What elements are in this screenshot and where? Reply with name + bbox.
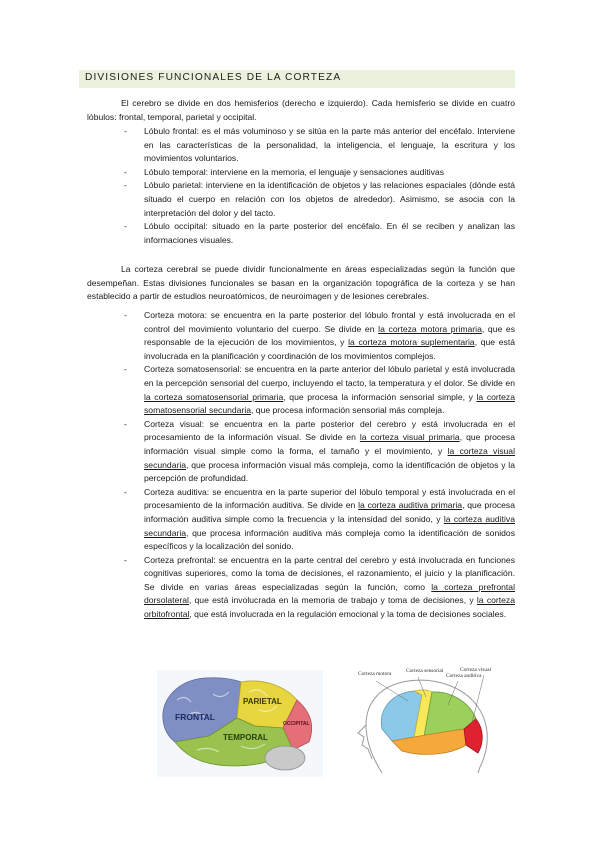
lobe-occipital-text: Lóbulo occipital: situado en la parte posterior del encéfalo. En él se reciben y analizan las informaciones visuales. <box>144 221 515 245</box>
list-item <box>87 179 515 220</box>
cortex-areas-figure <box>352 667 495 773</box>
bullet-dash: - <box>124 180 127 191</box>
underlined-term: la corteza auditiva secundaria <box>144 513 515 538</box>
bullet-dash: - <box>124 126 127 136</box>
lobe-temporal-text: Lóbulo temporal: interviene en la memoria, el lenguaje y sensaciones auditivas <box>144 166 445 177</box>
lobes-list <box>87 125 515 247</box>
area-text: Corteza prefrontal: se encuentra en la parte central del cerebro y está involucrada en funciones cognitivas superiores, como la toma de decisiones, el razonamiento, el juicio y la planificación. Se divide en varias áreas especializadas según la función, como <box>144 554 515 592</box>
list-item <box>87 418 515 486</box>
area-text: Corteza auditiva: se encuentra en la parte superior del lóbulo temporal y está involucrada en el procesamiento de la información auditiva. Se divide en <box>144 486 515 511</box>
area-text: , que está involucrada en la regulación emocional y la toma de decisiones sociales. <box>189 609 507 620</box>
list-item <box>87 166 515 180</box>
label-parietal: PARIETAL <box>243 697 282 706</box>
label-motor-cortex: Corteza motora <box>358 671 392 677</box>
underlined-term: la corteza motora primaria <box>378 323 482 334</box>
underlined-term: la corteza somatosensorial primaria <box>144 391 284 402</box>
underlined-term: la corteza visual primaria <box>359 432 460 443</box>
underlined-term: la corteza motora suplementaria <box>348 337 475 348</box>
lobe-parietal-text: Lóbulo parietal: interviene en la identificación de objetos y las relaciones espaciales (dónde está situado el cuerpo en relación con los objetos de alrededor). Asimismo, se asocia con la interpretación del dolor y del tacto. <box>144 180 515 218</box>
underlined-term: la corteza orbitofrontal <box>144 595 515 620</box>
intro-paragraph-hemispheres: El cerebro se divide en dos hemisferios (derecho e izquierdo). Cada hemisferio se divide en cuatro lóbulos: frontal, temporal, parietal y occipital. <box>87 98 515 122</box>
area-text: , que procesa información sensorial más compleja. <box>251 405 445 416</box>
lobe-frontal-text: Lóbulo frontal: es el más voluminoso y se sitúa en la parte más anterior del encéfalo. Interviene en las características de la personalidad, la inteligencia, el lenguaje, la escritura y los movimientos voluntarios. <box>144 126 515 164</box>
underlined-term: la corteza auditiva primaria <box>358 500 463 511</box>
area-text: Corteza somatosensorial: se encuentra en la parte anterior del lóbulo parietal y está involucrada en la percepción sensorial del cuerpo, incluyendo el tacto, la temperatura y el dolor. Se divide en <box>144 364 515 388</box>
bullet-dash: - <box>124 364 127 375</box>
bullet-dash: - <box>124 554 127 565</box>
underlined-term: la corteza visual secundaria <box>144 445 515 470</box>
list-item <box>87 486 515 554</box>
section-title: DIVISIONES FUNCIONALES DE LA CORTEZA <box>85 72 342 83</box>
bullet-dash: - <box>124 166 127 177</box>
list-item <box>87 220 515 247</box>
label-temporal: TEMPORAL <box>223 733 268 742</box>
label-frontal: FRONTAL <box>175 712 215 722</box>
label-occipital: OCCIPITAL <box>283 721 310 727</box>
underlined-term: la corteza somatosensorial secundaria <box>144 391 515 416</box>
area-text: , que está involucrada en la memoria de trabajo y toma de decisiones, y <box>188 595 477 606</box>
area-text: , que está involucrada en la planificación y coordinación de los movimientos complejos. <box>144 337 515 361</box>
cerebellum-shape <box>265 746 305 770</box>
label-visual-cortex: Corteza visual <box>460 667 491 673</box>
bullet-dash: - <box>124 310 127 320</box>
label-auditory-cortex: Corteza auditiva <box>446 673 482 679</box>
list-item <box>87 363 515 417</box>
brain-lobes-figure <box>157 670 323 777</box>
area-text: , que procesa información visual simple como la forma, el tamaño y el movimiento, y <box>144 432 515 456</box>
underlined-term: la corteza prefrontal dorsolateral <box>144 581 515 606</box>
list-item <box>87 309 515 363</box>
section-title-bar <box>79 70 515 88</box>
area-text: Corteza motora: se encuentra en la parte posterior del lóbulo frontal y está involucrada en el control del movimiento voluntario del cuerpo. Se divide en <box>144 310 515 334</box>
area-text: Corteza visual: se encuentra en la parte posterior del cerebro y está involucrada en el procesamiento de la información visual. Se divide en <box>144 418 515 443</box>
list-item <box>87 554 515 622</box>
bullet-dash: - <box>124 221 127 232</box>
list-item <box>87 125 515 166</box>
intro-paragraph-cortex: La corteza cerebral se puede dividir funcionalmente en áreas especializadas según la función que desempeñan. Estas divisiones funcionales se basan en la organización topográfica de la corteza y se han establecido a partir de estudios neuroatómicos, de neuroimagen y de lesiones cerebrales. <box>87 264 515 302</box>
label-sensory-cortex: Corteza sensorial <box>406 668 444 674</box>
area-text: , que procesa información auditiva más compleja como la identificación de sonidos específicos y la localización del sonido. <box>144 527 515 552</box>
bullet-dash: - <box>124 418 127 429</box>
bullet-dash: - <box>124 486 127 497</box>
area-text: , que es responsable de la ejecución de los movimientos, y <box>144 323 516 348</box>
areas-list <box>87 309 515 622</box>
area-text: , que procesa la información sensorial simple, y <box>283 391 477 402</box>
area-text: , que procesa información auditiva simple como la frecuencia y la intensidad del sonido, y <box>144 500 516 524</box>
area-text: , que procesa información visual más compleja, como la identificación de objetos y la percepción de profundidad. <box>144 459 515 484</box>
